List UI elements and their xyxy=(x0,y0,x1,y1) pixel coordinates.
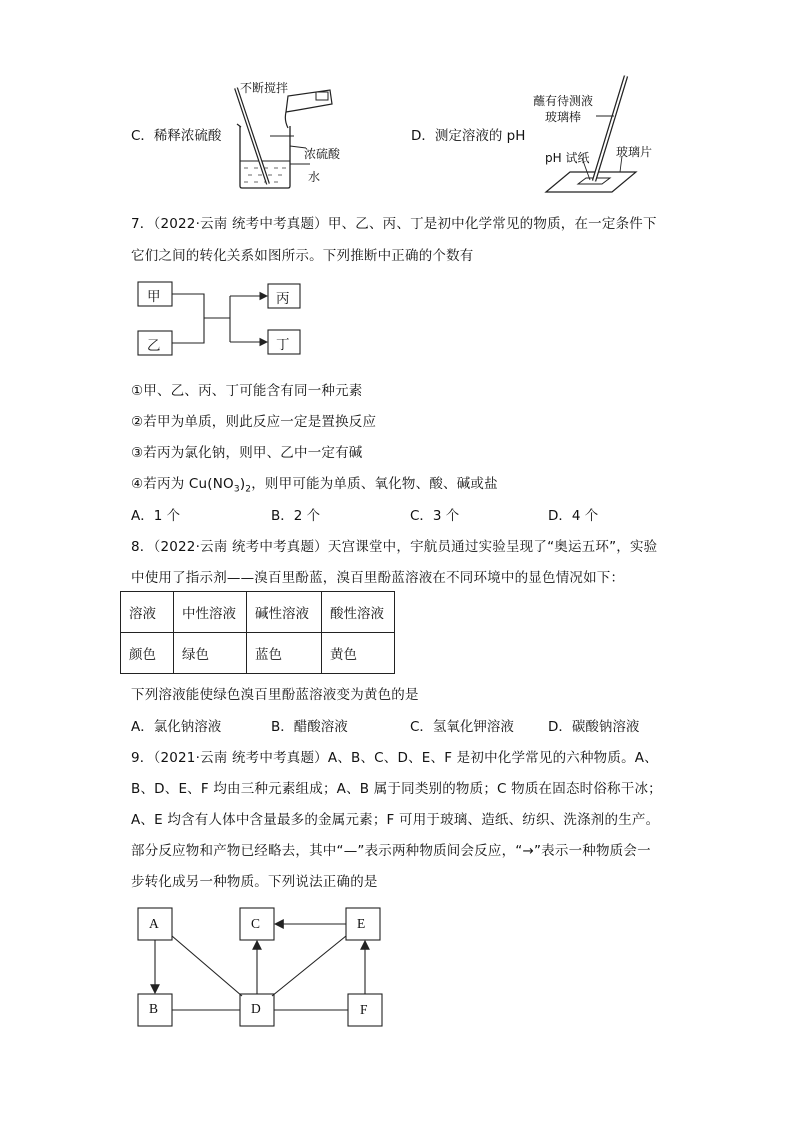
liquid-label: 蘸有待测液 xyxy=(533,94,594,108)
q9-stem-line5: 步转化成另一种物质。下列说法正确的是 xyxy=(131,874,378,890)
table-cell: 溶液 xyxy=(121,592,174,633)
stir-label: 不断搅拌 xyxy=(240,81,289,95)
table-cell: 酸性溶液 xyxy=(322,592,395,633)
q9-stem-line1: 9．（2021·云南 统考中考真题）A、B、C、D、E、F 是初中化学常见的六种物质。A、 xyxy=(131,750,658,766)
q7-statement-1: ①甲、乙、丙、丁可能含有同一种元素 xyxy=(131,383,363,399)
q9-stem-line3: A、E 均含有人体中含量最多的金属元素；F 可用于玻璃、造纸、纺织、洗涤剂的生产。 xyxy=(131,812,660,828)
q8-option-c[interactable]: C．氢氧化钾溶液 xyxy=(410,719,514,735)
q9-stem-line4: 部分反应物和产物已经略去，其中“—”表示两种物质间会反应，“→”表示一种物质会一 xyxy=(131,843,651,859)
table-cell: 黄色 xyxy=(322,633,395,674)
label-bing: 丙 xyxy=(276,291,290,307)
water-label: 水 xyxy=(308,170,321,184)
table-header-row xyxy=(121,592,395,633)
q7-stem-line2: 它们之间的转化关系如图所示。下列推断中正确的个数有 xyxy=(131,248,474,264)
table-row xyxy=(121,633,395,674)
table-cell: 碱性溶液 xyxy=(247,592,322,633)
q8-option-b[interactable]: B．醋酸溶液 xyxy=(271,719,348,735)
q8-stem-line2: 中使用了指示剂——溴百里酚蓝，溴百里酚蓝溶液在不同环境中的显色情况如下： xyxy=(131,570,625,586)
q7-option-b[interactable]: B．2 个 xyxy=(271,508,321,524)
q8-option-a[interactable]: A．氯化钠溶液 xyxy=(131,719,222,735)
q7-statement-2: ②若甲为单质，则此反应一定是置换反应 xyxy=(131,414,377,430)
q9-stem-line2: B、D、E、F 均由三种元素组成；A、B 属于同类别的物质；C 物质在固态时俗称干冰； xyxy=(131,781,662,797)
table-cell: 中性溶液 xyxy=(174,592,247,633)
label-ding: 丁 xyxy=(276,337,290,353)
concentrated-acid-label: 浓硫酸 xyxy=(304,147,341,161)
q7-option-c[interactable]: C．3 个 xyxy=(410,508,460,524)
q7-stem-line1: 7．（2022·云南 统考中考真题）甲、乙、丙、丁是初中化学常见的物质，在一定条件下 xyxy=(131,216,657,232)
table-cell: 蓝色 xyxy=(247,633,322,674)
label-a: A xyxy=(149,916,159,931)
label-yi: 乙 xyxy=(147,338,161,354)
glass-rod-label: 玻璃棒 xyxy=(545,110,582,124)
q8-question: 下列溶液能使绿色溴百里酚蓝溶液变为黄色的是 xyxy=(131,687,419,703)
indicator-table xyxy=(120,591,395,674)
label-c: C xyxy=(251,916,261,931)
label-f: F xyxy=(360,1002,368,1017)
q7-statement-3: ③若丙为氯化钠，则甲、乙中一定有碱 xyxy=(131,445,363,461)
table-cell: 绿色 xyxy=(174,633,247,674)
ph-paper-label: pH 试纸 xyxy=(545,151,590,165)
label-jia: 甲 xyxy=(147,289,161,305)
option-c-text: C．稀释浓硫酸 xyxy=(131,128,222,144)
glass-plate-label: 玻璃片 xyxy=(616,145,653,159)
q7-option-a[interactable]: A．1 个 xyxy=(131,508,181,524)
q7-option-d[interactable]: D．4 个 xyxy=(548,508,599,524)
q8-option-d[interactable]: D．碳酸钠溶液 xyxy=(548,719,640,735)
q8-stem-line1: 8．（2022·云南 统考中考真题）天宫课堂中，宇航员通过实验呈现了“奥运五环”，实验 xyxy=(131,539,658,555)
label-b: B xyxy=(149,1001,159,1016)
q7-statement-4: ④若丙为 $Cu(NO_3)_2$，则甲可能为单质、氧化物、酸、碱或盐 xyxy=(131,476,498,495)
label-e: E xyxy=(357,916,366,931)
label-d: D xyxy=(251,1001,261,1016)
ph-test-figure xyxy=(530,72,653,197)
option-d-text: D．测定溶液的 pH xyxy=(411,128,526,144)
table-cell: 颜色 xyxy=(121,633,174,674)
